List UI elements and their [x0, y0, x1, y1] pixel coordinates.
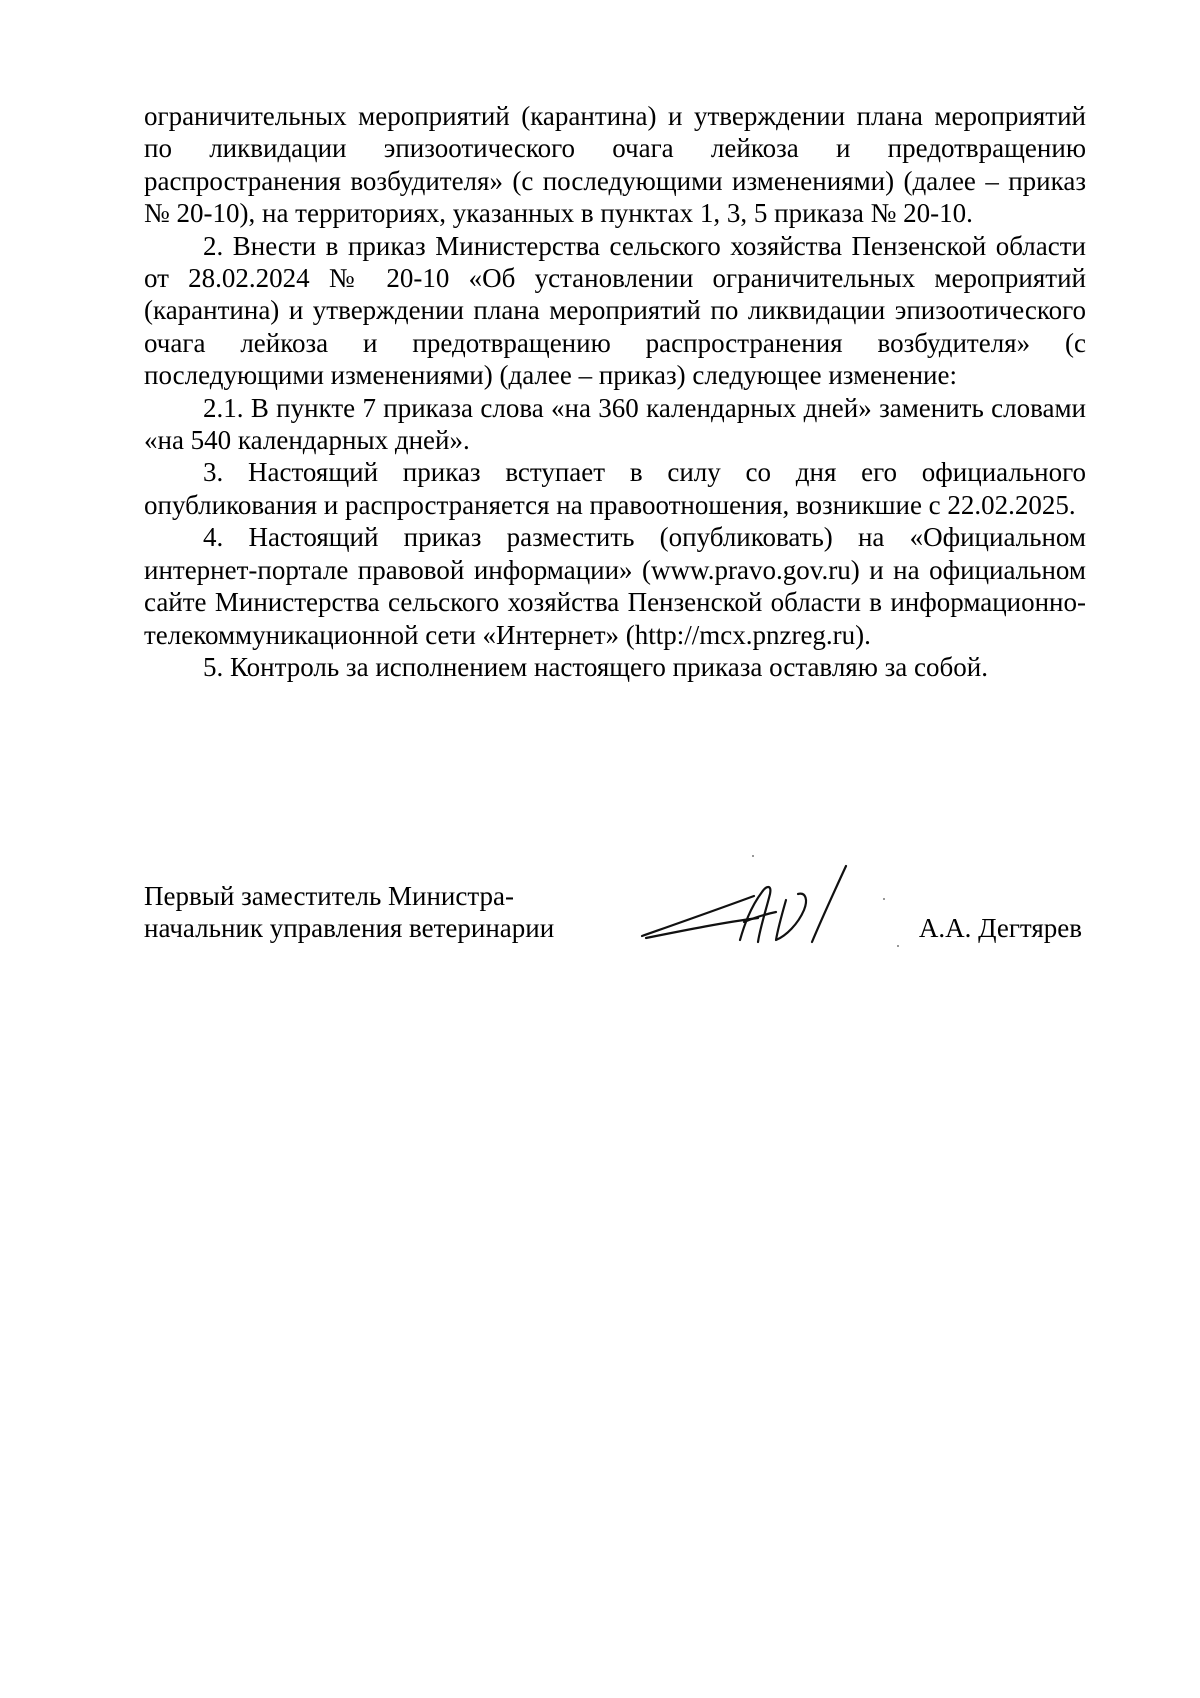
paragraph-item-4: 4. Настоящий приказ разместить (опубликовать) на «Официальном интернет-портале правовой информации» (www.pravo.gov.ru) и на официальном сайте Министерства сельского хозяйства Пензенской области в информационно-телекоммуникационной сети «Интернет» (http://mcx.pnzreg.ru).	[144, 522, 1086, 650]
signer-position-line-1: Первый заместитель Министра-	[144, 881, 514, 911]
scan-speck	[752, 855, 754, 857]
handwritten-signature-icon	[636, 848, 876, 958]
paragraph-item-2: 2. Внести в приказ Министерства сельского хозяйства Пензенской области от 28.02.2024 № 20-10 «Об установлении ограничительных мероприятий (карантина) и утверждении плана мероприятий по ликвидации эпизоотического очага лейкоза и предотвращению распространения возбудителя» (с последующими изменениями) (далее – приказ) следующее изменение:	[144, 230, 1086, 391]
signer-name: А.А. Дегтярев	[918, 913, 1082, 943]
scan-speck	[883, 898, 885, 900]
paragraph-item-3: 3. Настоящий приказ вступает в силу со дня его официального опубликования и распространяется на правоотношения, возникшие с 22.02.2025.	[144, 457, 1086, 520]
paragraph-item-5: 5. Контроль за исполнением настоящего приказа оставляю за собой.	[203, 651, 988, 682]
scan-speck	[897, 945, 899, 947]
signer-position	[144, 880, 604, 945]
signature-block	[144, 880, 1086, 970]
signer-position-line-2: начальник управления ветеринарии	[144, 913, 555, 944]
paragraph-continuation: ограничительных мероприятий (карантина) и утверждении плана мероприятий по ликвидации эпизоотического очага лейкоза и предотвращению распространения возбудителя» (с последующими изменениями) (далее – приказ № 20-10), на территориях, указанных в пунктах 1, 3, 5 приказа № 20-10.	[144, 101, 1086, 229]
paragraph-item-2-1: 2.1. В пункте 7 приказа слова «на 360 календарных дней» заменить словами «на 540 календарных дней».	[144, 392, 1086, 456]
document-body	[144, 100, 1086, 683]
